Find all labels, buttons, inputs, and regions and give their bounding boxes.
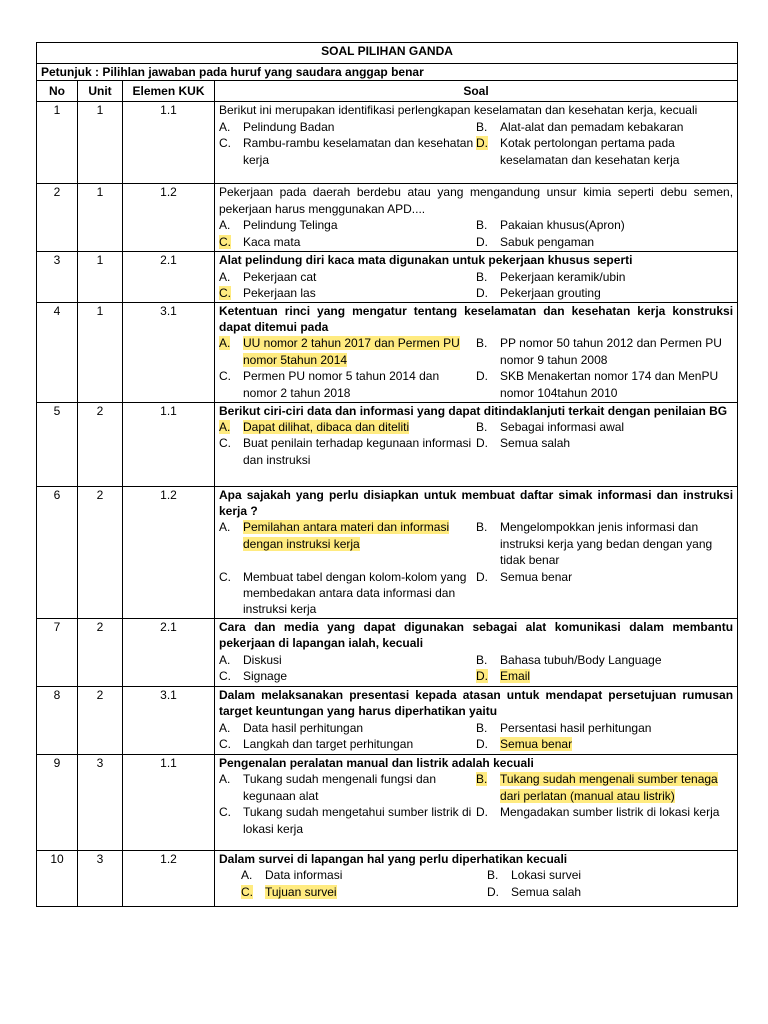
option-text-content: Email	[500, 669, 531, 684]
option-text-content: Tukang sudah mengenali sumber tenaga dari perlatan (manual atau listrik)	[500, 772, 718, 803]
option-text	[243, 335, 476, 368]
option-text	[500, 668, 733, 684]
table-title: SOAL PILIHAN GANDA	[37, 43, 738, 64]
question-stem: Ketentuan rinci yang mengatur tentang keselamatan dan kesehatan kerja konstruksi dapat ditemui pada	[219, 303, 734, 335]
option-letter-text: C.	[219, 737, 231, 752]
option-letter	[219, 368, 243, 401]
option-text	[511, 884, 733, 900]
answer-option	[476, 668, 733, 684]
answer-option	[476, 720, 733, 736]
answer-option	[476, 771, 733, 804]
question-no: 5	[37, 402, 78, 486]
answer-option	[219, 335, 476, 368]
option-text-content: SKB Menakertan nomor 174 dan MenPU nomor 104tahun 2010	[500, 369, 719, 400]
header-unit: Unit	[78, 81, 123, 102]
option-letter-text: D.	[476, 669, 489, 684]
option-text	[500, 736, 733, 752]
answer-option	[476, 234, 733, 250]
question-cell	[215, 486, 738, 618]
question-row	[37, 102, 738, 184]
option-letter	[476, 736, 500, 752]
question-cell	[215, 302, 738, 402]
option-text	[500, 419, 733, 435]
option-letter-text: A.	[219, 218, 231, 233]
option-text	[500, 652, 733, 668]
question-stem: Dalam melaksanakan presentasi kepada atasan untuk mendapat persetujuan rumusan target keuntungan yang harus diperhatikan yaitu	[219, 687, 734, 719]
answer-option	[219, 519, 476, 568]
answer-options	[219, 217, 733, 250]
answer-options	[219, 335, 733, 401]
question-row	[37, 618, 738, 686]
question-unit: 2	[78, 402, 123, 486]
question-kuk: 1.1	[123, 102, 215, 184]
question-cell	[215, 850, 738, 906]
option-text	[243, 652, 476, 668]
answer-option	[476, 269, 733, 285]
question-row	[37, 302, 738, 402]
option-letter-text: C.	[219, 369, 231, 384]
option-letter	[241, 884, 265, 900]
option-text	[243, 519, 476, 568]
option-letter-text: D.	[476, 369, 489, 384]
answer-options	[219, 119, 733, 168]
option-text-content: Semua benar	[500, 569, 573, 584]
question-unit: 3	[78, 754, 123, 850]
option-letter	[219, 668, 243, 684]
option-text-content: UU nomor 2 tahun 2017 dan Permen PU nomor 5tahun 2014	[243, 336, 460, 367]
question-row	[37, 754, 738, 850]
option-letter-text: C.	[219, 286, 231, 301]
header-no: No	[37, 81, 78, 102]
option-letter-text: B.	[476, 218, 488, 233]
option-text-content: Rambu-rambu keselamatan dan kesehatan kerja	[243, 136, 474, 167]
option-text-content: Pekerjaan keramik/ubin	[500, 269, 626, 284]
option-letter	[219, 435, 243, 468]
option-letter	[219, 804, 243, 837]
question-row	[37, 850, 738, 906]
answer-option	[476, 368, 733, 401]
question-kuk: 1.2	[123, 184, 215, 252]
question-unit: 3	[78, 850, 123, 906]
answer-option	[476, 652, 733, 668]
question-unit: 2	[78, 686, 123, 754]
question-no: 9	[37, 754, 78, 850]
question-stem: Berikut ini merupakan identifikasi perlengkapan keselamatan dan kesehatan kerja, kecuali	[219, 103, 698, 118]
option-letter	[476, 269, 500, 285]
option-letter-text: A.	[219, 336, 231, 351]
option-letter-text: B.	[476, 720, 488, 735]
answer-options	[219, 519, 733, 617]
option-text-content: Dapat dilihat, dibaca dan diteliti	[243, 420, 410, 435]
option-letter-text: A.	[241, 868, 253, 883]
question-cell	[215, 686, 738, 754]
answer-options	[219, 652, 733, 685]
header-kuk: Elemen KUK	[123, 81, 215, 102]
answer-option	[241, 867, 487, 883]
answer-options	[219, 419, 733, 468]
option-text-content: Permen PU nomor 5 tahun 2014 dan nomor 2 tahun 2018	[243, 369, 440, 400]
option-text	[265, 884, 487, 900]
option-text	[500, 435, 733, 468]
option-text-content: Lokasi survei	[511, 868, 582, 883]
option-text	[243, 736, 476, 752]
question-stem: Berikut ciri-ciri data dan informasi yang dapat ditindaklanjuti terkait dengan penilaian BG	[219, 403, 728, 418]
option-letter	[219, 234, 243, 250]
option-text-content: Diskusi	[243, 652, 282, 667]
option-text	[243, 119, 476, 135]
option-letter-text: B.	[476, 420, 488, 435]
question-stem: Alat pelindung diri kaca mata digunakan untuk pekerjaan khusus seperti	[219, 253, 633, 268]
question-unit: 1	[78, 252, 123, 302]
option-letter-text: B.	[476, 119, 488, 134]
answer-option	[487, 867, 733, 883]
answer-option	[219, 771, 476, 804]
option-text-content: Semua benar	[500, 737, 573, 752]
option-text-content: Pekerjaan las	[243, 286, 316, 301]
option-text	[243, 217, 476, 233]
option-letter	[476, 435, 500, 468]
option-text	[243, 234, 476, 250]
option-letter	[487, 884, 511, 900]
question-kuk: 2.1	[123, 618, 215, 686]
question-no: 6	[37, 486, 78, 618]
option-letter	[219, 419, 243, 435]
option-text-content: Pelindung Badan	[243, 119, 335, 134]
answer-option	[476, 519, 733, 568]
answer-option	[219, 217, 476, 233]
option-letter-text: C.	[219, 234, 231, 249]
option-letter-text: D.	[476, 136, 489, 151]
option-text	[500, 119, 733, 135]
answer-option	[219, 569, 476, 618]
question-unit: 1	[78, 184, 123, 252]
question-kuk: 1.2	[123, 850, 215, 906]
option-letter-text: C.	[219, 669, 231, 684]
option-text-content: Sebagai informasi awal	[500, 420, 625, 435]
option-text	[500, 368, 733, 401]
option-letter	[219, 217, 243, 233]
option-letter-text: D.	[476, 286, 489, 301]
option-text-content: Buat penilain terhadap kegunaan informasi dan instruksi	[243, 436, 472, 467]
option-text-content: Pekerjaan cat	[243, 269, 317, 284]
question-unit: 2	[78, 618, 123, 686]
question-cell	[215, 402, 738, 486]
question-no: 10	[37, 850, 78, 906]
option-text	[243, 435, 476, 468]
option-letter	[219, 519, 243, 568]
question-kuk: 3.1	[123, 686, 215, 754]
header-soal: Soal	[215, 81, 738, 102]
question-kuk: 2.1	[123, 252, 215, 302]
instruction-text: Petunjuk : Pilihlan jawaban pada huruf yang saudara anggap benar	[37, 64, 738, 81]
option-letter	[219, 285, 243, 301]
option-text	[243, 368, 476, 401]
question-kuk: 1.1	[123, 754, 215, 850]
option-text	[243, 419, 476, 435]
question-cell	[215, 102, 738, 184]
answer-option	[487, 884, 733, 900]
option-letter-text: C.	[219, 436, 231, 451]
option-letter	[476, 119, 500, 135]
option-text-content: Persentasi hasil perhitungan	[500, 720, 652, 735]
option-letter	[476, 569, 500, 618]
option-text	[243, 804, 476, 837]
answer-option	[476, 435, 733, 468]
question-unit: 1	[78, 102, 123, 184]
option-letter	[476, 135, 500, 168]
option-letter-text: B.	[476, 336, 488, 351]
option-letter	[476, 368, 500, 401]
option-letter	[241, 867, 265, 883]
option-text-content: Semua salah	[511, 884, 582, 899]
question-row	[37, 486, 738, 618]
answer-option	[476, 804, 733, 837]
question-table	[36, 42, 738, 907]
option-text	[243, 285, 476, 301]
option-letter	[476, 771, 500, 804]
option-text	[243, 720, 476, 736]
option-letter-text: A.	[219, 720, 231, 735]
question-stem: Apa sajakah yang perlu disiapkan untuk membuat daftar simak informasi dan instruksi kerja ?	[219, 487, 734, 519]
answer-option	[476, 285, 733, 301]
option-text-content: Pakaian khusus(Apron)	[500, 218, 625, 233]
option-text-content: Pelindung Telinga	[243, 218, 338, 233]
question-unit: 2	[78, 486, 123, 618]
answer-option	[219, 285, 476, 301]
option-text-content: Semua salah	[500, 436, 571, 451]
option-text	[500, 804, 733, 837]
answer-option	[219, 804, 476, 837]
answer-options	[219, 269, 733, 302]
option-text	[500, 569, 733, 618]
option-text-content: Kotak pertolongan pertama pada keselamatan dan kesehatan kerja	[500, 136, 680, 167]
option-text	[265, 867, 487, 883]
option-text-content: Sabuk pengaman	[500, 234, 595, 249]
option-letter	[476, 419, 500, 435]
option-letter	[219, 652, 243, 668]
option-text	[500, 771, 733, 804]
option-letter	[487, 867, 511, 883]
option-letter-text: C.	[241, 884, 253, 899]
option-text	[243, 569, 476, 618]
answer-option	[476, 135, 733, 168]
answer-option	[219, 435, 476, 468]
answer-option	[219, 135, 476, 168]
option-text-content: Tujuan survei	[265, 884, 337, 899]
option-letter	[476, 720, 500, 736]
answer-option	[476, 217, 733, 233]
option-text-content: Mengadakan sumber listrik di lokasi kerja	[500, 805, 720, 820]
option-text	[500, 135, 733, 168]
answer-option	[241, 884, 487, 900]
option-letter-text: C.	[219, 569, 231, 584]
option-letter	[219, 720, 243, 736]
option-letter	[476, 519, 500, 568]
answer-options	[219, 720, 733, 753]
option-letter-text: D.	[476, 805, 489, 820]
question-no: 2	[37, 184, 78, 252]
option-text-content: Langkah dan target perhitungan	[243, 737, 414, 752]
answer-option	[476, 569, 733, 618]
option-text-content: Signage	[243, 669, 288, 684]
answer-option	[476, 736, 733, 752]
question-no: 8	[37, 686, 78, 754]
option-text-content: Kaca mata	[243, 234, 301, 249]
option-letter	[219, 119, 243, 135]
question-stem: Pengenalan peralatan manual dan listrik adalah kecuali	[219, 755, 534, 770]
option-letter	[476, 804, 500, 837]
option-text	[243, 269, 476, 285]
answer-option	[219, 368, 476, 401]
question-no: 7	[37, 618, 78, 686]
option-text	[243, 135, 476, 168]
question-row	[37, 686, 738, 754]
question-cell	[215, 184, 738, 252]
option-letter	[219, 771, 243, 804]
option-letter-text: B.	[476, 269, 488, 284]
option-text-content: Pekerjaan grouting	[500, 286, 601, 301]
answer-options	[219, 771, 733, 837]
option-letter-text: D.	[476, 737, 489, 752]
option-letter	[219, 736, 243, 752]
option-letter-text: C.	[219, 136, 231, 151]
option-letter-text: A.	[219, 119, 231, 134]
header-row	[37, 81, 738, 102]
option-text	[500, 519, 733, 568]
answer-option	[219, 668, 476, 684]
option-text-content: Pemilahan antara materi dan informasi dengan instruksi kerja	[243, 520, 450, 551]
option-text	[500, 720, 733, 736]
option-text-content: Membuat tabel dengan kolom-kolom yang membedakan antara data informasi dan instruksi kerja	[243, 569, 467, 617]
question-no: 1	[37, 102, 78, 184]
answer-option	[219, 119, 476, 135]
answer-option	[219, 269, 476, 285]
option-text	[500, 217, 733, 233]
answer-option	[476, 119, 733, 135]
answer-option	[219, 720, 476, 736]
question-row	[37, 402, 738, 486]
option-text-content: Alat-alat dan pemadam kebakaran	[500, 119, 684, 134]
option-letter-text: D.	[476, 436, 489, 451]
answer-option	[476, 335, 733, 368]
option-letter	[476, 285, 500, 301]
option-letter-text: B.	[476, 520, 488, 535]
option-text-content: Mengelompokkan jenis informasi dan instruksi kerja yang bedan dengan yang tidak benar	[500, 520, 713, 568]
answer-option	[219, 652, 476, 668]
question-unit: 1	[78, 302, 123, 402]
option-text	[500, 335, 733, 368]
option-letter-text: A.	[219, 269, 231, 284]
question-row	[37, 184, 738, 252]
answer-option	[219, 419, 476, 435]
question-kuk: 3.1	[123, 302, 215, 402]
option-text	[500, 234, 733, 250]
option-text	[500, 269, 733, 285]
option-letter	[219, 335, 243, 368]
option-text	[243, 668, 476, 684]
option-text-content: Tukang sudah mengenali fungsi dan kegunaan alat	[243, 772, 437, 803]
question-stem: Pekerjaan pada daerah berdebu atau yang mengandung unsur kimia seperti debu semen, pekerjaan harus menggunakan APD....	[219, 185, 734, 216]
option-text	[243, 771, 476, 804]
option-letter	[476, 217, 500, 233]
question-kuk: 1.2	[123, 486, 215, 618]
option-text-content: PP nomor 50 tahun 2012 dan Permen PU nomor 9 tahun 2008	[500, 336, 722, 367]
option-letter-text: B.	[476, 772, 488, 787]
option-text-content: Data hasil perhitungan	[243, 720, 364, 735]
option-letter-text: A.	[219, 420, 231, 435]
option-letter-text: D.	[487, 884, 500, 899]
option-text	[511, 867, 733, 883]
option-letter-text: C.	[219, 805, 231, 820]
option-letter-text: B.	[476, 652, 488, 667]
answer-option	[219, 234, 476, 250]
option-letter	[219, 569, 243, 618]
option-letter-text: A.	[219, 772, 231, 787]
question-cell	[215, 754, 738, 850]
option-letter	[476, 335, 500, 368]
question-no: 3	[37, 252, 78, 302]
option-letter-text: D.	[476, 569, 489, 584]
option-letter	[476, 668, 500, 684]
question-cell	[215, 618, 738, 686]
question-row	[37, 252, 738, 302]
option-text	[500, 285, 733, 301]
option-letter-text: D.	[476, 234, 489, 249]
option-text-content: Data informasi	[265, 868, 343, 883]
answer-option	[476, 419, 733, 435]
option-letter-text: A.	[219, 520, 231, 535]
option-letter	[476, 652, 500, 668]
option-letter-text: A.	[219, 652, 231, 667]
answer-option	[219, 736, 476, 752]
option-text-content: Tukang sudah mengetahui sumber listrik di lokasi kerja	[243, 805, 472, 836]
question-cell	[215, 252, 738, 302]
answer-options	[219, 867, 733, 900]
option-text-content: Bahasa tubuh/Body Language	[500, 652, 662, 667]
option-letter	[219, 135, 243, 168]
question-stem: Dalam survei di lapangan hal yang perlu diperhatikan kecuali	[219, 851, 568, 866]
option-letter	[476, 234, 500, 250]
question-stem: Cara dan media yang dapat digunakan sebagai alat komunikasi dalam membantu pekerjaan di lapangan ialah, kecuali	[219, 619, 734, 651]
question-no: 4	[37, 302, 78, 402]
option-letter-text: B.	[487, 868, 499, 883]
question-kuk: 1.1	[123, 402, 215, 486]
option-letter	[219, 269, 243, 285]
